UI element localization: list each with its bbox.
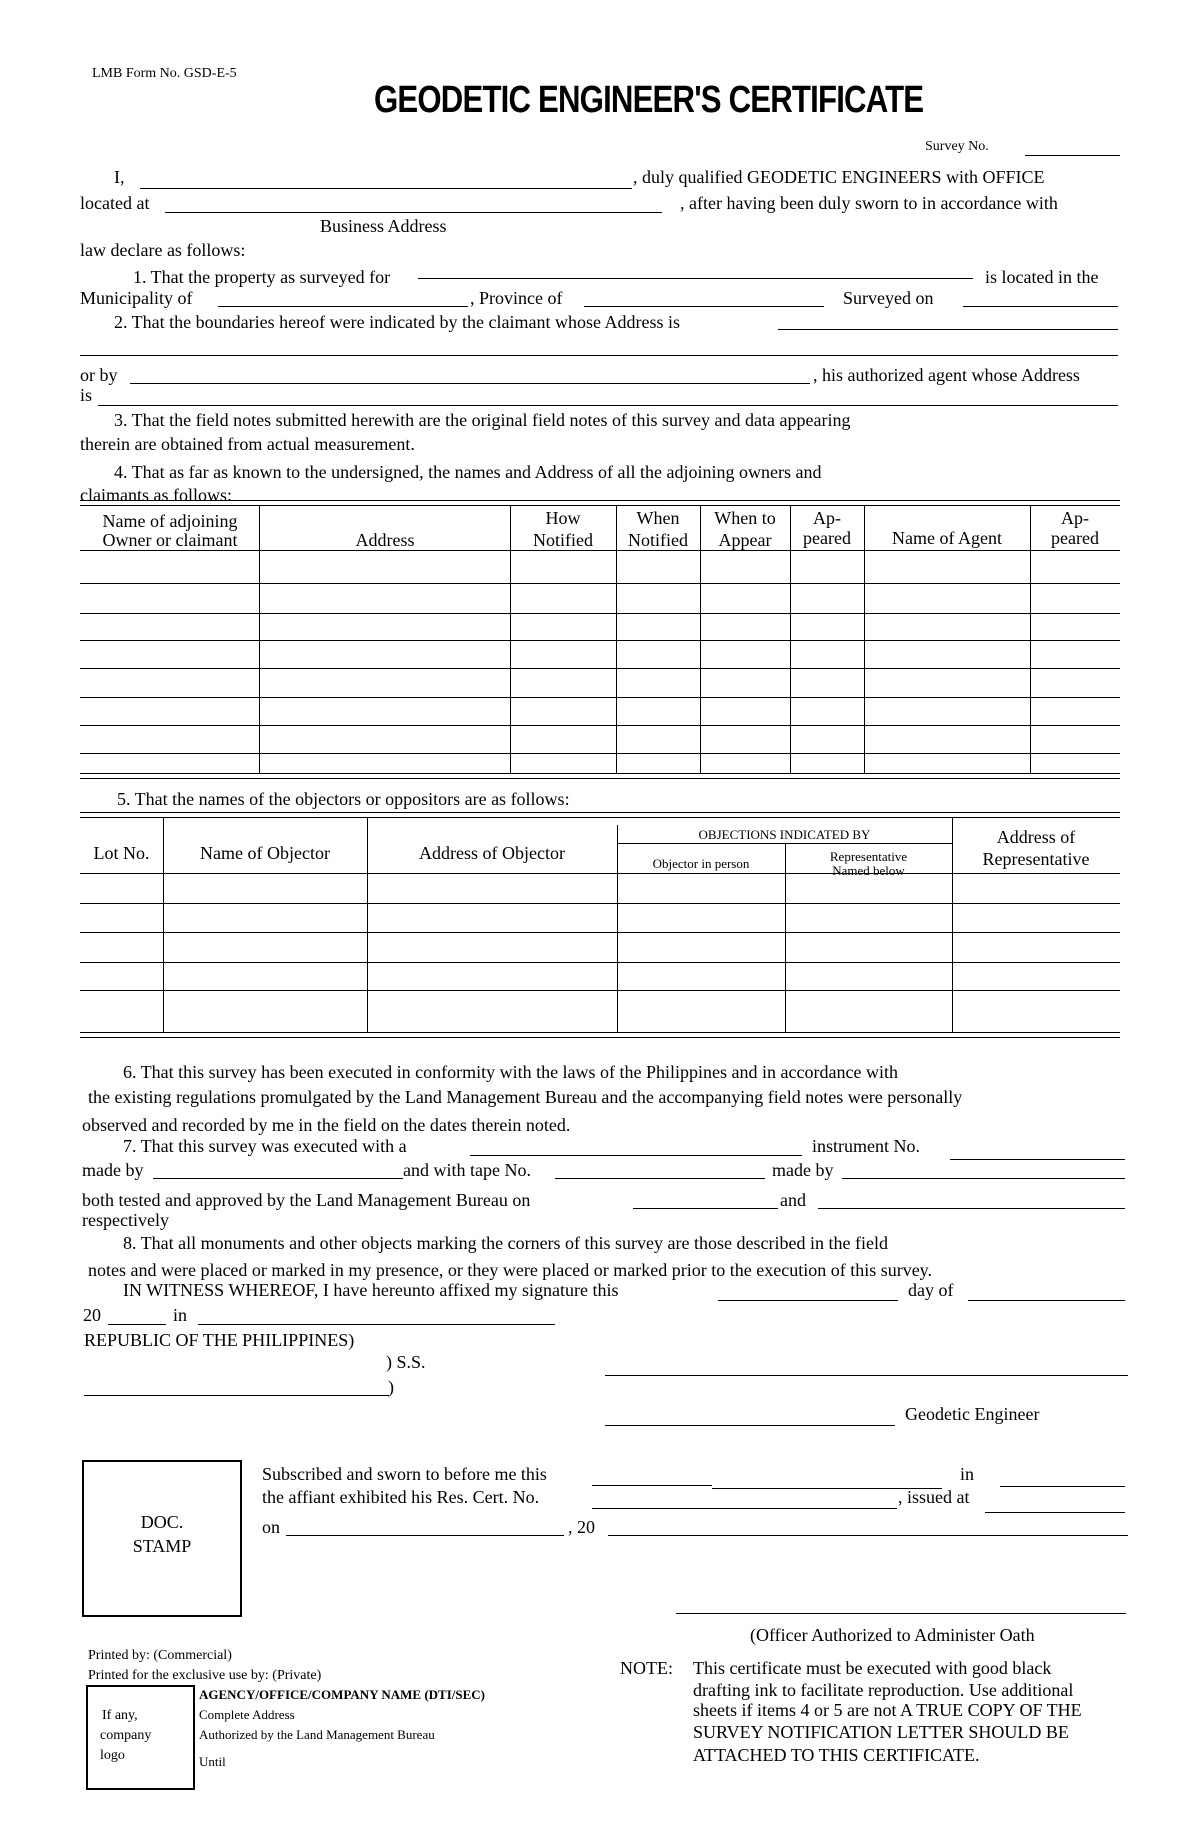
municipality-ss-field[interactable] xyxy=(84,1395,389,1396)
engineer-name-field[interactable] xyxy=(140,188,632,189)
republic-label: REPUBLIC OF THE PHILIPPINES) xyxy=(84,1330,355,1350)
instrument-no-label: instrument No. xyxy=(812,1136,920,1156)
surveyed-for-field[interactable] xyxy=(418,278,973,279)
signature-year-field[interactable] xyxy=(108,1324,166,1325)
col-header-when-2: Notified xyxy=(628,530,688,550)
note-line-4: SURVEY NOTIFICATION LETTER SHOULD BE xyxy=(693,1722,1069,1742)
located-at-label: located at xyxy=(80,193,150,213)
col-header-lot-no: Lot No. xyxy=(93,843,150,863)
intro-after-sworn: , after having been duly sworn to in accordance with xyxy=(680,193,1058,213)
survey-no-field[interactable] xyxy=(1025,155,1120,156)
col-header-address-rep-2: Representative xyxy=(982,849,1090,869)
ss-label: ) S.S. xyxy=(386,1352,426,1372)
subscribed-label: Subscribed and sworn to before me this xyxy=(262,1464,547,1484)
intro-i: I, xyxy=(114,167,125,187)
survey-no-label: Survey No. xyxy=(925,139,989,154)
engineer-name-line[interactable] xyxy=(605,1425,895,1426)
res-cert-no-field[interactable] xyxy=(592,1508,897,1509)
col-header-objections: OBJECTIONS INDICATED BY xyxy=(698,827,871,842)
form-number: LMB Form No. GSD-E-5 xyxy=(92,66,237,81)
col-header-owner-1: Name of adjoining xyxy=(102,511,238,531)
item1-text: 1. That the property as surveyed for xyxy=(133,267,391,287)
item8-line2: notes and were placed or marked in my presence, or they were placed or marked prior to the execution of this survey. xyxy=(88,1260,933,1280)
made-by-label-2: made by xyxy=(772,1160,834,1180)
item3-line1: 3. That the field notes submitted herewith are the original field notes of this survey and data appearing xyxy=(114,410,851,430)
col-header-owner-2: Owner or claimant xyxy=(102,530,238,550)
claimant-address-field-2[interactable] xyxy=(80,355,1118,356)
note-label: NOTE: xyxy=(620,1658,673,1678)
province-field[interactable] xyxy=(584,306,824,307)
complete-address: Complete Address xyxy=(199,1707,295,1722)
signature-day-field[interactable] xyxy=(718,1300,898,1301)
col-header-appeared-2: peared xyxy=(803,528,851,548)
agent-address-label: , his authorized agent whose Address xyxy=(813,365,1080,385)
subscribed-day-field[interactable] xyxy=(592,1485,712,1486)
tested-label: both tested and approved by the Land Management Bureau on xyxy=(82,1190,531,1210)
logo-company: company xyxy=(100,1728,152,1743)
oath-year-label: , 20 xyxy=(568,1517,595,1537)
affiant-label: the affiant exhibited his Res. Cert. No. xyxy=(262,1487,540,1507)
item1-located: is located in the xyxy=(985,267,1099,287)
municipality-field[interactable] xyxy=(218,306,468,307)
col-header-appeared-1: Ap- xyxy=(813,508,841,528)
col-header-when-1: When xyxy=(636,508,680,528)
officer-label: (Officer Authorized to Administer Oath xyxy=(750,1625,1035,1645)
tested-date-2-field[interactable] xyxy=(818,1208,1125,1209)
col-header-agent: Name of Agent xyxy=(892,528,1002,548)
item5-text: 5. That the names of the objectors or oppositors are as follows: xyxy=(117,789,570,809)
business-address-caption: Business Address xyxy=(320,216,447,236)
item8-line1: 8. That all monuments and other objects marking the corners of this survey are those described in the field xyxy=(123,1233,888,1253)
col-header-address-rep-1: Address of xyxy=(996,827,1076,847)
item7-text: 7. That this survey was executed with a xyxy=(123,1136,407,1156)
signature-month-field[interactable] xyxy=(968,1300,1125,1301)
office-address-field[interactable] xyxy=(165,212,662,213)
tape-no-field[interactable] xyxy=(555,1178,765,1179)
surveyed-on-field[interactable] xyxy=(963,306,1118,307)
oath-in-label: in xyxy=(960,1464,975,1484)
engineer-signature-field[interactable] xyxy=(605,1375,1128,1376)
ss-paren: ) xyxy=(388,1377,394,1397)
authorized-by: Authorized by the Land Management Bureau xyxy=(199,1727,435,1742)
signature-place-field[interactable] xyxy=(198,1324,555,1325)
oath-date-field[interactable] xyxy=(286,1535,564,1536)
until-label: Until xyxy=(199,1754,226,1769)
issued-at-label: , issued at xyxy=(898,1487,970,1507)
col-header-how-1: How xyxy=(545,508,581,528)
printed-for: Printed for the exclusive use by: (Private) xyxy=(88,1668,322,1683)
col-header-representative: Representative xyxy=(829,849,908,864)
agent-name-field[interactable] xyxy=(130,383,810,384)
note-line-3: sheets if items 4 or 5 are not A TRUE COPY OF THE xyxy=(693,1700,1082,1720)
col-header-named-below: Named below xyxy=(832,863,905,878)
claimant-address-field[interactable] xyxy=(778,329,1118,330)
col-header-appear-2: Appear xyxy=(718,530,772,550)
note-line-5: ATTACHED TO THIS CERTIFICATE. xyxy=(693,1745,980,1765)
witness-in-label: in xyxy=(173,1305,188,1325)
note-line-2: drafting ink to facilitate reproduction. Use additional xyxy=(693,1680,1074,1700)
province-label: , Province of xyxy=(470,288,563,308)
col-header-address-objector: Address of Objector xyxy=(419,843,565,863)
oath-year-field[interactable] xyxy=(608,1535,1128,1536)
doc-stamp-doc: DOC. xyxy=(140,1512,184,1532)
surveyed-on-label: Surveyed on xyxy=(843,288,934,308)
item6-line2: the existing regulations promulgated by the Land Management Bureau and the accompanying field notes were personally xyxy=(88,1087,963,1107)
intro-qualified: , duly qualified GEODETIC ENGINEERS with OFFICE xyxy=(633,167,1045,187)
tape-maker-field[interactable] xyxy=(842,1178,1125,1179)
doc-stamp-stamp: STAMP xyxy=(132,1536,192,1556)
and-label: and xyxy=(780,1190,806,1210)
witness-text: IN WITNESS WHEREOF, I have hereunto affixed my signature this xyxy=(123,1280,619,1300)
logo-if-any: If any, xyxy=(102,1708,138,1723)
item6-line3: observed and recorded by me in the field on the dates therein noted. xyxy=(82,1115,571,1135)
instrument-no-field[interactable] xyxy=(950,1159,1125,1160)
oath-on-label: on xyxy=(262,1517,280,1537)
or-by-label: or by xyxy=(80,365,118,385)
col-header-objector-person: Objector in person xyxy=(652,856,750,871)
item4-line2: claimants as follows: xyxy=(80,485,232,505)
item3-line2: therein are obtained from actual measurement. xyxy=(80,434,415,454)
page-title: GEODETIC ENGINEER'S CERTIFICATE xyxy=(374,79,924,121)
day-of-label: day of xyxy=(908,1280,954,1300)
instrument-maker-field[interactable] xyxy=(153,1178,403,1179)
agent-address-field[interactable] xyxy=(98,405,1118,406)
col-header-name-objector: Name of Objector xyxy=(200,843,330,863)
item4-line1: 4. That as far as known to the undersigned, the names and Address of all the adjoining owners and xyxy=(114,462,822,482)
note-line-1: This certificate must be executed with good black xyxy=(693,1658,1052,1678)
item6-line1: 6. That this survey has been executed in conformity with the laws of the Philippines and in accordance with xyxy=(123,1062,898,1082)
tape-no-label: and with tape No. xyxy=(403,1160,531,1180)
is-label: is xyxy=(80,385,93,405)
geodetic-engineer-label: Geodetic Engineer xyxy=(905,1404,1040,1424)
agency-name: AGENCY/OFFICE/COMPANY NAME (DTI/SEC) xyxy=(199,1687,485,1702)
issued-at-field[interactable] xyxy=(985,1512,1125,1513)
logo-logo: logo xyxy=(100,1748,125,1763)
year-20-label: 20 xyxy=(83,1305,101,1325)
item2-text: 2. That the boundaries hereof were indicated by the claimant whose Address is xyxy=(114,312,680,332)
oath-place-field[interactable] xyxy=(1000,1486,1125,1487)
col-header-agent-appeared-1: Ap- xyxy=(1061,508,1089,528)
officer-signature-field[interactable] xyxy=(676,1613,1126,1614)
col-header-agent-appeared-2: peared xyxy=(1051,528,1099,548)
law-declare: law declare as follows: xyxy=(80,240,246,260)
respectively-label: respectively xyxy=(82,1210,169,1230)
printed-by: Printed by: (Commercial) xyxy=(88,1648,232,1663)
made-by-label-1: made by xyxy=(82,1160,144,1180)
tested-date-1-field[interactable] xyxy=(633,1208,778,1209)
municipality-label: Municipality of xyxy=(80,288,193,308)
col-header-appear-1: When to xyxy=(714,508,776,528)
instrument-field[interactable] xyxy=(470,1155,802,1156)
col-header-how-2: Notified xyxy=(533,530,593,550)
col-header-address: Address xyxy=(355,530,415,550)
